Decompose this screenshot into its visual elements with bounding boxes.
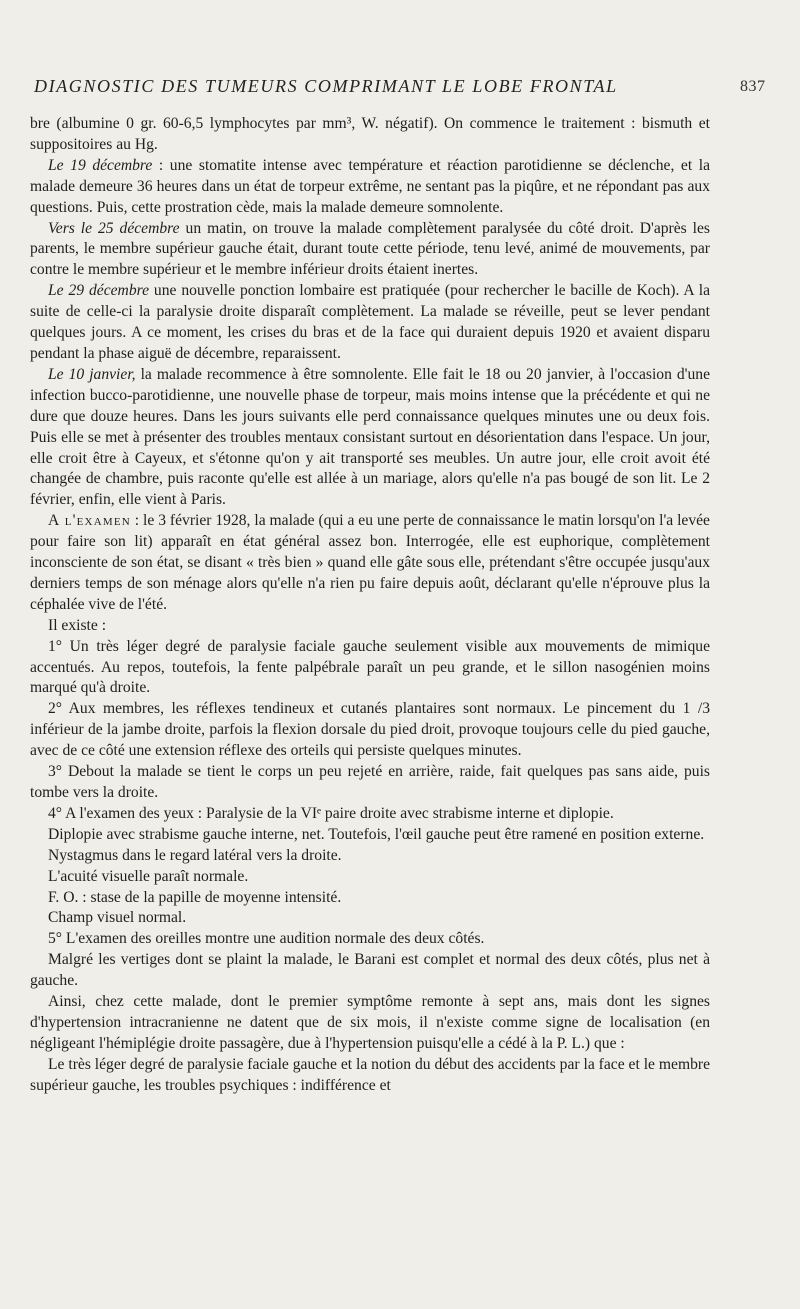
paragraph: Vers le 25 décembre un matin, on trouve la malade complètement paralysée du côté droit. D'après les parents, le membre supérieur gauche était, durant toute cette période, tenu levé, animé de mouvements, par contre le membre supérieur et le membre inférieur droits étaient inertes. [30, 219, 710, 279]
paragraph: Le très léger degré de paralysie faciale gauche et la notion du début des accidents par la face et le membre supérieur gauche, les troubles psychiques : indifférence et [30, 1055, 710, 1094]
paragraph: Champ visuel normal. [48, 909, 187, 927]
paragraph: Diplopie avec strabisme gauche interne, net. Toutefois, l'œil gauche peut être ramené en position externe. [48, 825, 705, 843]
paragraph: Le 19 décembre : une stomatite intense avec température et réaction parotidienne se déclenche, et la malade demeure 36 heures dans un état de torpeur extrême, ne sentant pas la piqûre, et ne répondant pas aux questions. Puis, cette prostration cède, mais la malade demeure somnolente. [30, 156, 710, 216]
paragraph: Le 29 décembre une nouvelle ponction lombaire est pratiquée (pour rechercher le bacille de Koch). A la suite de celle-ci la paralysie droite disparaît complètement. La malade se réveille, peut se lever pendant quelques jours. A ce moment, les crises du bras et de la face qui duraient depuis 1920 et avaient disparu pendant la phase aiguë de décembre, reparaissent. [30, 282, 710, 362]
running-title: DIAGNOSTIC DES TUMEURS COMPRIMANT LE LOBE FRONTAL [34, 76, 618, 96]
paragraph: Ainsi, chez cette malade, dont le premier symptôme remonte à sept ans, mais dont les signes d'hypertension intracranienne ne datent que de six mois, il n'existe comme signe de localisation (en négligeant l'hémiplégie droite passagère, due à l'hypertension puisqu'elle a cédé à la P. L.) que : [30, 993, 710, 1052]
paragraph: F. O. : stase de la papille de moyenne intensité. [48, 888, 342, 906]
paragraph: 1° Un très léger degré de paralysie faciale gauche seulement visible aux mouvements de mimique accentués. Au repos, toutefois, la fente palpébrale paraît un peu grande, et le sillon nasogénien moins marqué qu'à droite. [30, 637, 710, 697]
paragraph: 3° Debout la malade se tient le corps un peu rejeté en arrière, raide, fait quelques pas sans aide, puis tombe vers la droite. [30, 763, 710, 801]
paragraph: 4° A l'examen des yeux : Paralysie de la VIᵉ paire droite avec strabisme interne et diplopie. [48, 804, 614, 822]
paragraph: Malgré les vertiges dont se plaint la malade, le Barani est complet et normal des deux côtés, plus net à gauche. [30, 951, 710, 990]
paragraph: Nystagmus dans le regard latéral vers la droite. [48, 846, 342, 864]
paragraph: L'acuité visuelle paraît normale. [48, 867, 249, 885]
page-body [30, 114, 710, 1097]
paragraph: Il existe : [48, 616, 107, 634]
paragraph: A l'examen : le 3 février 1928, la malade (qui a eu une perte de connaissance le matin lorsqu'on l'a levée pour faire son lit) apparaît en état général assez bon. Interrogée, elle est euphorique, complètement inconsciente de son état, se disant « très bien » quand elle gâte sous elle, prétendant s'être occupée jusqu'aux derniers temps de son ménage alors qu'elle n'a rien pu faire depuis août, déclarant qu'elle n'éprouve plus la céphalée vive de l'été. [30, 512, 710, 613]
paragraph: Le 10 janvier, la malade recommence à être somnolente. Elle fait le 18 ou 20 janvier, à l'occasion d'une infection bucco-parotidienne, une nouvelle phase de torpeur, mais moins intense que la précédente et qui ne dure que douze heures. Dans les jours suivants elle perd connaissance quelques minutes une ou deux fois. Puis elle se met à présenter des troubles mentaux consistant surtout en désorientation dans l'espace. Un jour, elle croit être à Cayeux, et s'étonne qu'on y ait transporté ses meubles. Un autre jour, elle croit avoit été changée de chambre, puis raconte qu'elle est allée à un mariage, alors qu'elle n'a pas bougé de son lit. Le 2 février, enfin, elle vient à Paris. [30, 365, 710, 509]
paragraph: 2° Aux membres, les réflexes tendineux et cutanés plantaires sont normaux. Le pincement du 1 /3 inférieur de la jambe droite, parfois la flexion dorsale du pied droit, provoque toujours celle du pied gauche, avec de ce côté une extension réflexe des orteils qui persiste quelques minutes. [30, 700, 710, 760]
page-number: 837 [740, 78, 766, 95]
paragraph: 5° L'examen des oreilles montre une audition normale des deux côtés. [48, 930, 485, 948]
paragraph: bre (albumine 0 gr. 60-6,5 lymphocytes par mm³, W. négatif). On commence le traitement : bismuth et suppositoires au Hg. [30, 115, 710, 153]
